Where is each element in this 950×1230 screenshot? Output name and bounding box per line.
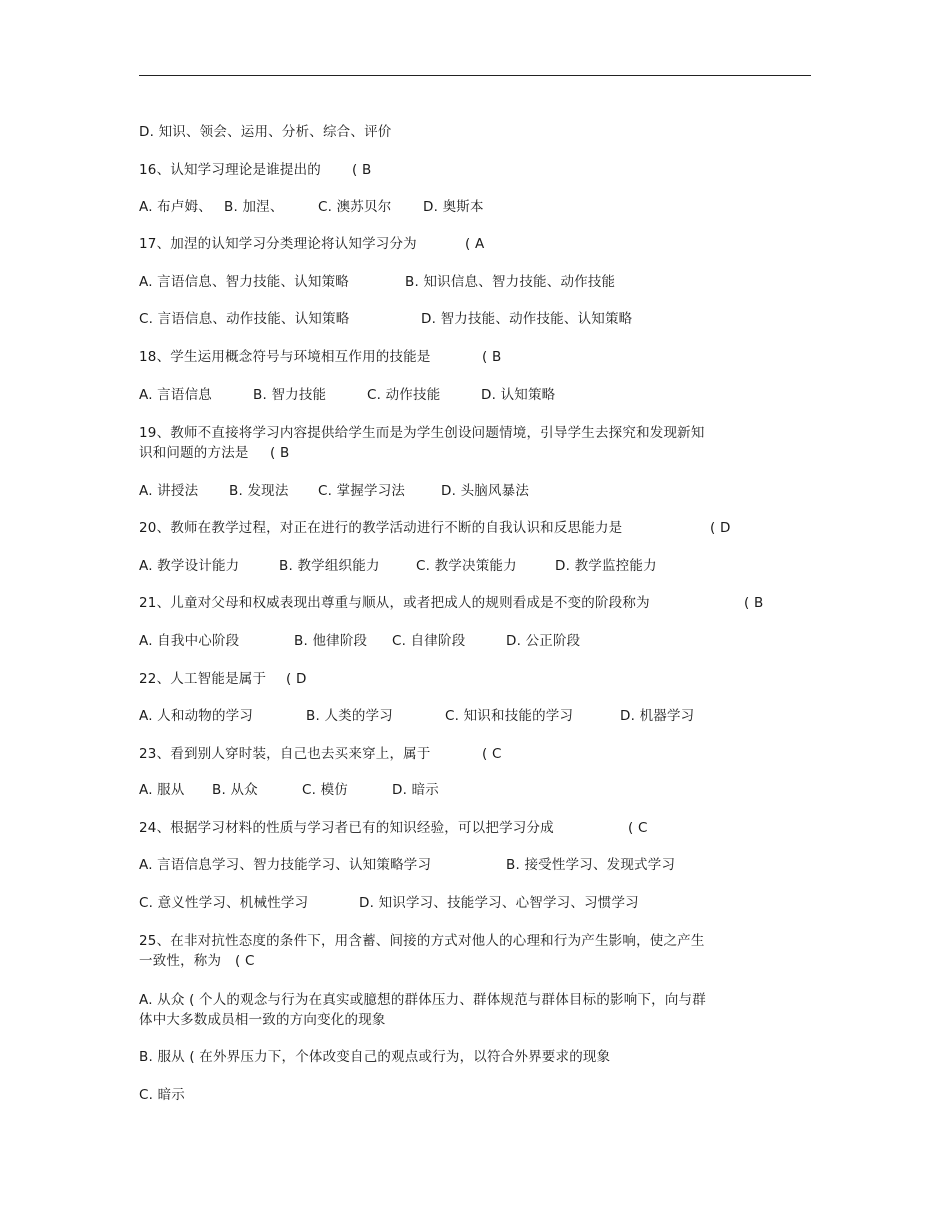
- option-a: A. 言语信息: [139, 387, 212, 403]
- option-c: C. 自律阶段: [392, 633, 466, 649]
- option-b: B. 接受性学习、发现式学习: [506, 857, 676, 873]
- answer-mark: ( C: [482, 746, 502, 762]
- option-c: C. 模仿: [302, 782, 349, 798]
- option-d: D. 智力技能、动作技能、认知策略: [421, 311, 633, 327]
- option-a: A. 布卢姆、: [139, 199, 212, 215]
- option-a: A. 服从: [139, 782, 185, 798]
- option-d: D. 认知策略: [481, 387, 556, 403]
- option-d: D. 暗示: [392, 782, 439, 798]
- option-b: B. 人类的学习: [306, 708, 393, 724]
- option-b: B. 智力技能: [253, 387, 327, 403]
- option-a-text: A. 从众 ( 个人的观念与行为在真实或臆想的群体压力、群体规范与群体目标的影响下，向与群: [139, 992, 706, 1008]
- option-b-text: B. 服从 ( 在外界压力下，个体改变自己的观点或行为，以符合外界要求的现象: [139, 1049, 611, 1065]
- answer-mark: ( C: [628, 820, 648, 836]
- header-divider: [139, 75, 811, 76]
- option-d: D. 教学监控能力: [555, 558, 657, 574]
- question-text: 22、人工智能是属于: [139, 671, 267, 687]
- answer-mark: ( B: [744, 595, 764, 611]
- answer-mark: ( A: [465, 236, 485, 252]
- option-b: B. 教学组织能力: [279, 558, 380, 574]
- question-text: 20、教师在教学过程，对正在进行的教学活动进行不断的自我认识和反思能力是: [139, 520, 623, 536]
- option-a: A. 言语信息学习、智力技能学习、认知策略学习: [139, 857, 432, 873]
- option-d: D. 机器学习: [620, 708, 695, 724]
- answer-mark: ( D: [286, 671, 307, 687]
- answer-mark: ( B: [352, 162, 372, 178]
- option-a: A. 言语信息、智力技能、认知策略: [139, 274, 349, 290]
- question-text: 18、学生运用概念符号与环境相互作用的技能是: [139, 349, 431, 365]
- option-c: C. 教学决策能力: [416, 558, 517, 574]
- option-d: D. 头脑风暴法: [441, 483, 530, 499]
- option-a-text-cont: 体中大多数成员相一致的方向变化的现象: [139, 1012, 386, 1028]
- option-a-line2: [139, 1010, 386, 1030]
- option-b: B. 他律阶段: [294, 633, 368, 649]
- question-text: 25、在非对抗性态度的条件下，用含蓄、间接的方式对他人的心理和行为产生影响，使之产生: [139, 933, 705, 949]
- option-b: B. 加涅、: [224, 199, 284, 215]
- question-19-line1: [139, 423, 705, 443]
- answer-mark: ( C: [235, 953, 255, 969]
- answer-mark: ( B: [482, 349, 502, 365]
- question-25-line1: [139, 931, 705, 951]
- option-b: B. 发现法: [229, 483, 289, 499]
- option-a: A. 自我中心阶段: [139, 633, 240, 649]
- option-d: D. 奥斯本: [423, 199, 484, 215]
- question-text: 19、教师不直接将学习内容提供给学生而是为学生创设问题情境，引导学生去探究和发现新知: [139, 425, 705, 441]
- question-text: 16、认知学习理论是谁提出的: [139, 162, 321, 178]
- option-d: D. 知识学习、技能学习、心智学习、习惯学习: [359, 895, 639, 911]
- question-text-cont: 识和问题的方法是: [139, 445, 249, 461]
- answer-mark: ( B: [270, 445, 290, 461]
- option-text: D. 知识、领会、运用、分析、综合、评价: [139, 124, 392, 140]
- option-a: A. 讲授法: [139, 483, 199, 499]
- answer-mark: ( D: [710, 520, 731, 536]
- option-c: C. 知识和技能的学习: [445, 708, 574, 724]
- option-d: D. 公正阶段: [506, 633, 581, 649]
- option-a: A. 人和动物的学习: [139, 708, 254, 724]
- option-b: B. 从众: [212, 782, 258, 798]
- option-c: C. 意义性学习、机械性学习: [139, 895, 309, 911]
- option-c: C. 动作技能: [367, 387, 441, 403]
- option-b: B. 知识信息、智力技能、动作技能: [405, 274, 616, 290]
- question-text: 23、看到别人穿时装，自己也去买来穿上，属于: [139, 746, 431, 762]
- question-text: 24、根据学习材料的性质与学习者已有的知识经验，可以把学习分成: [139, 820, 554, 836]
- option-a-line1: [139, 990, 706, 1010]
- option-c-line: [139, 1085, 185, 1105]
- question-text-cont: 一致性，称为: [139, 953, 222, 969]
- option-c: C. 掌握学习法: [318, 483, 406, 499]
- question-text: 21、儿童对父母和权威表现出尊重与顺从，或者把成人的规则看成是不变的阶段称为: [139, 595, 650, 611]
- option-c: C. 言语信息、动作技能、认知策略: [139, 311, 350, 327]
- option-c: C. 澳苏贝尔: [318, 199, 392, 215]
- option-c-text: C. 暗示: [139, 1087, 186, 1103]
- option-line: [139, 122, 391, 142]
- question-text: 17、加涅的认知学习分类理论将认知学习分为: [139, 236, 417, 252]
- option-b-line: [139, 1047, 610, 1067]
- option-a: A. 教学设计能力: [139, 558, 240, 574]
